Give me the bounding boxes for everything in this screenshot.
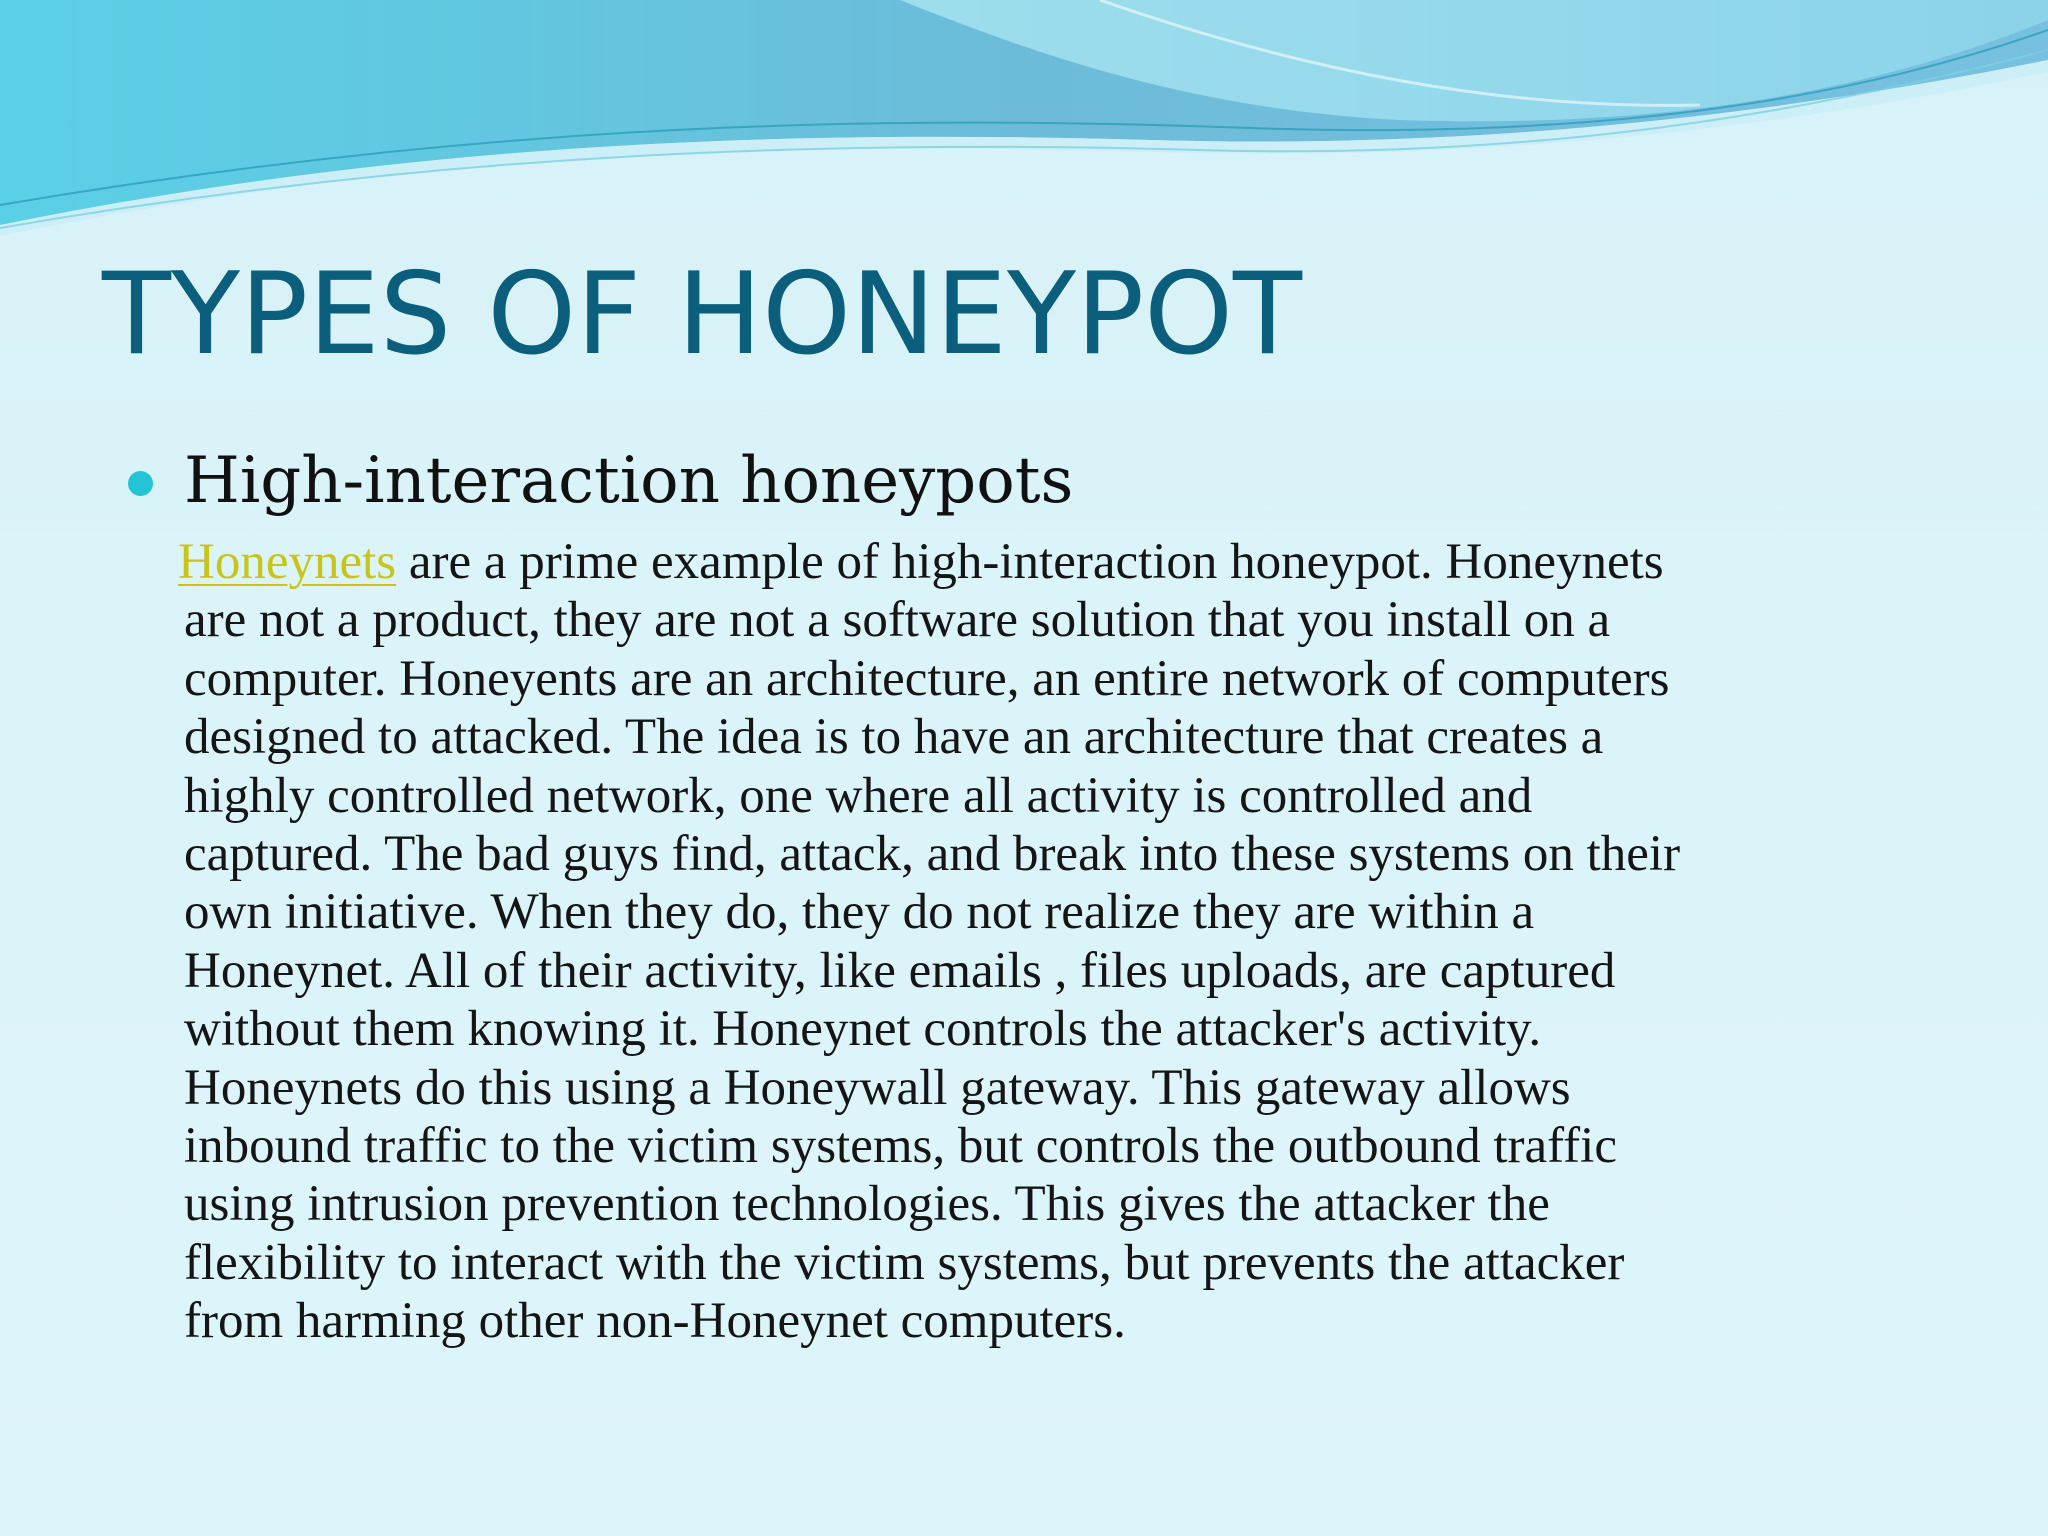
honeynets-link[interactable]: Honeynets [178,534,397,590]
paragraph-line: own initiative. When they do, they do not realize they are within a [184,884,1535,941]
paragraph-line-text: are a prime example of high-interaction honeypot. Honeynets [396,534,1664,590]
paragraph-line: highly controlled network, one where all activity is controlled and [184,767,1533,824]
paragraph-line: without them knowing it. Honeynet controls the attacker's activity. [184,1001,1542,1058]
paragraph-line: are not a product, they are not a software solution that you install on a [184,592,1611,649]
paragraph-line: flexibility to interact with the victim systems, but prevents the attacker [184,1234,1625,1291]
paragraph-line: Honeynets do this using a Honeywall gateway. This gateway allows [184,1059,1571,1116]
paragraph-line: computer. Honeyents are an architecture, an entire network of computers [184,650,1670,707]
paragraph-line [178,533,2024,591]
bullet-item [128,442,1073,520]
slide-title: TYPES OF HONEYPOT [102,248,1303,380]
bullet-dot-icon [128,471,153,496]
bullet-heading: High-interaction honeypots [184,444,1074,518]
paragraph-line: using intrusion prevention technologies. This gives the attacker the [184,1176,1550,1233]
paragraph-line: captured. The bad guys find, attack, and break into these systems on their [184,825,1681,882]
paragraph-line: Honeynet. All of their activity, like emails , files uploads, are captured [184,942,1616,999]
paragraph-line: designed to attacked. The idea is to have an architecture that creates a [184,709,1604,766]
bullet-paragraph [178,533,2024,1350]
paragraph-line: inbound traffic to the victim systems, but controls the outbound traffic [184,1117,1617,1174]
paragraph-line: from harming other non-Honeynet computers. [184,1293,1126,1350]
decorative-wave-header [0,0,2048,240]
